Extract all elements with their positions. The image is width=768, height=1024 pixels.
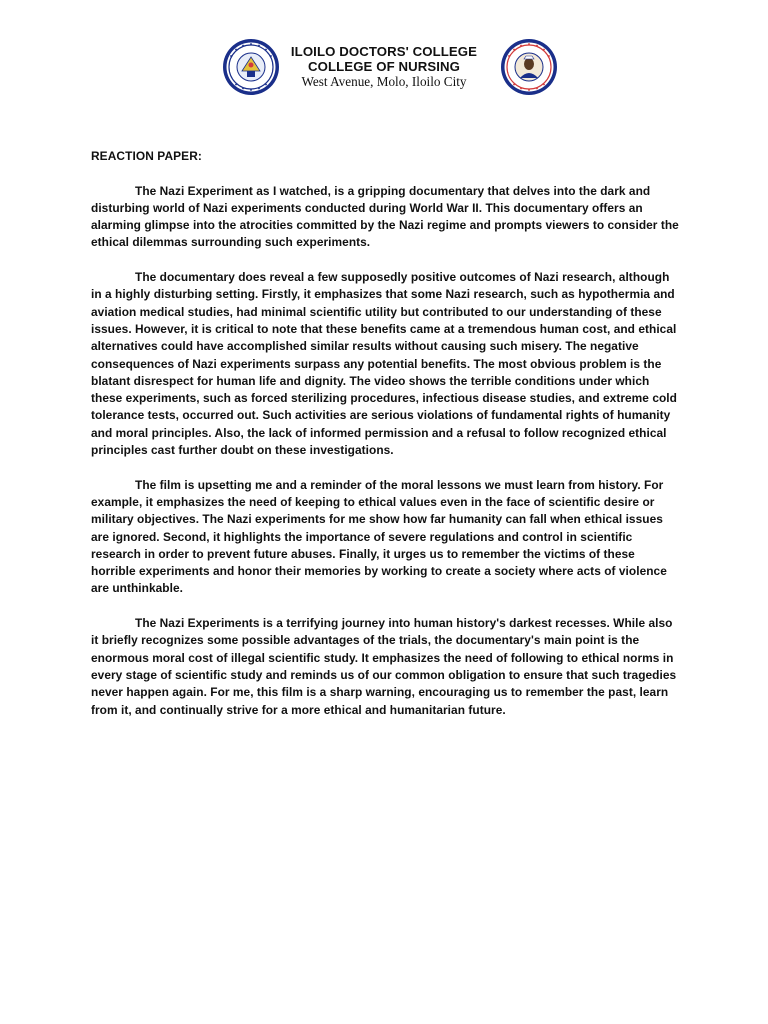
paragraph-1: The Nazi Experiment as I watched, is a gripping documentary that delves into the dark and disturbing world of Nazi experiments conducted during World War II. This documentary offers an alarming glimpse into the atrocities committed by the Nazi regime and prompts viewers to consider the ethical dilemmas surrounding such experiments. [91,183,679,250]
nursing-seal-icon [500,38,558,96]
paragraph-2: The documentary does reveal a few supposedly positive outcomes of Nazi research, although in a highly disturbing setting. Firstly, it emphasizes that some Nazi research, such as hypothermia and aviation medical studies, had minimal scientific utility but contributed to our understanding of these issues. However, it is critical to note that these benefits came at a tremendous human cost, and ethical alternatives could have accomplished similar results without causing such misery. The negative consequences of Nazi experiments surpass any potential benefits. The most obvious problem is the blatant disrespect for human life and dignity. The video shows the terrible conditions under which these experiments, such as forced sterilizing procedures, infectious disease studies, and extreme cold tolerance tests, occurred out. Such activities are serious violations of fundamental rights of humanity and moral principles. Also, the lack of informed permission and a refusal to follow recognized ethical principles cast further doubt on these investigations. [91,270,677,458]
document-body [91,148,679,736]
letterhead [270,44,498,90]
department-name: COLLEGE OF NURSING [308,59,460,74]
college-address: West Avenue, Molo, Iloilo City [301,74,467,89]
college-name: ILOILO DOCTORS' COLLEGE [290,44,478,59]
paragraph-3: The film is upsetting me and a reminder of the moral lessons we must learn from history. For example, it emphasizes the need of keeping to ethical values even in the face of scientific desire or military objectives. The Nazi experiments for me show how far humanity can fall when ethical issues are ignored. Second, it highlights the importance of severe regulations and control in scientific research in order to prevent future abuses. Finally, it urges us to remember the victims of these horrible experiments and honor their memories by working to create a society where acts of violence are unthinkable. [91,477,667,596]
document-heading: REACTION PAPER: [91,149,202,163]
paragraph-4: The Nazi Experiments is a terrifying journey into human history's darkest recesses. While also it briefly recognizes some possible advantages of the trials, the documentary's main point is the enormous moral cost of illegal scientific study. It emphasizes the need of following to ethical norms in every stage of scientific study and reminds us of our common obligation to ensure that such tragedies never happen again. For me, this film is a sharp warning, encouraging us to remember the past, learn from it, and continually strive for a more ethical and humanitarian future. [91,616,677,717]
